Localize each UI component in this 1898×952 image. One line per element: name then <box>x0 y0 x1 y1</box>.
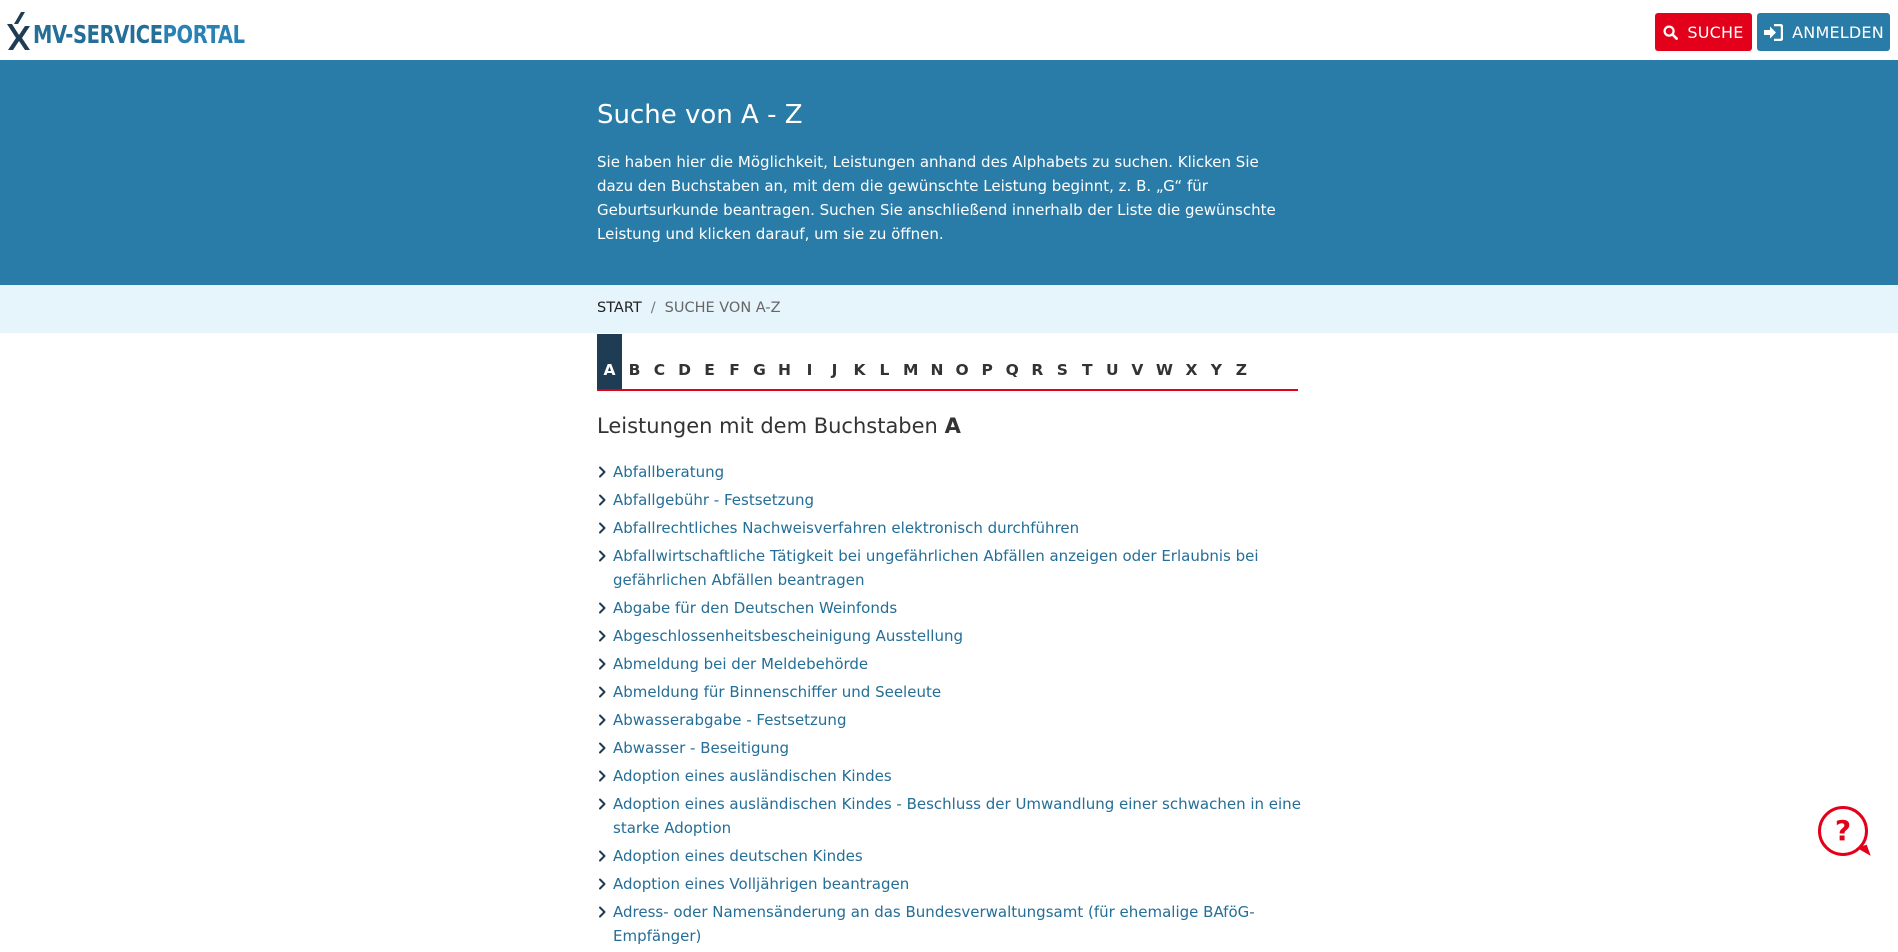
chevron-right-icon <box>597 652 609 676</box>
alphabet-letter-s[interactable]: S <box>1056 361 1068 379</box>
chevron-right-icon <box>597 900 609 924</box>
alphabet-letter-v[interactable]: V <box>1131 361 1144 379</box>
alphabet-letter-f[interactable]: F <box>729 361 740 379</box>
list-heading-prefix: Leistungen mit dem Buchstaben <box>597 414 938 438</box>
service-link[interactable] <box>597 708 1309 732</box>
alphabet-letter-t[interactable]: T <box>1082 361 1093 379</box>
chevron-right-icon <box>597 764 609 788</box>
chevron-right-icon <box>597 680 609 704</box>
service-link-label: Abmeldung bei der Meldebehörde <box>613 655 869 673</box>
service-link-label: Abfallgebühr - Festsetzung <box>613 491 815 509</box>
alphabet-letter-e[interactable]: E <box>704 361 715 379</box>
chevron-right-icon <box>597 736 609 760</box>
login-button[interactable] <box>1757 13 1890 51</box>
logo-mark-icon <box>5 10 31 52</box>
service-link[interactable] <box>597 516 1309 540</box>
help-chat-button[interactable] <box>1818 806 1868 856</box>
service-link[interactable] <box>597 680 1309 704</box>
service-link-label: Abfallwirtschaftliche Tätigkeit bei ungefährlichen Abfällen anzeigen oder Erlaubnis bei gefährlichen Abfällen beantragen <box>613 547 1259 589</box>
service-link-label: Abmeldung für Binnenschiffer und Seeleute <box>613 683 942 701</box>
hero-banner <box>0 60 1898 285</box>
alphabet-letter-list <box>597 334 1298 389</box>
breadcrumb-separator: / <box>650 300 656 316</box>
page-description: Sie haben hier die Möglichkeit, Leistungen anhand des Alphabets zu suchen. Klicken Sie dazu den Buchstaben an, mit dem die gewünschte Leistung beginnt, z. B. „G“ für Geburtsurkunde beantragen. Suchen Sie anschließend innerhalb der Liste die gewünschte Leistung und klicken darauf, um sie zu öffnen. <box>597 153 1276 243</box>
service-link-label: Abfallrechtliches Nachweisverfahren elektronisch durchführen <box>613 519 1080 537</box>
site-logo[interactable] <box>5 10 304 52</box>
service-link-label: Abwasser - Beseitigung <box>613 739 790 757</box>
chevron-right-icon <box>597 460 609 484</box>
sign-in-icon <box>1763 24 1783 41</box>
alphabet-letter-l[interactable]: L <box>879 361 890 379</box>
service-link[interactable] <box>597 900 1309 948</box>
alphabet-letter-a[interactable]: A <box>597 334 622 389</box>
service-link[interactable] <box>597 460 1309 484</box>
service-list <box>597 460 1309 952</box>
alphabet-letter-j[interactable]: J <box>831 361 838 379</box>
help-bubble-tail <box>1857 845 1871 860</box>
service-link[interactable] <box>597 544 1309 592</box>
top-header <box>0 0 1898 60</box>
alphabet-letter-y[interactable]: Y <box>1210 361 1223 379</box>
login-button-label: ANMELDEN <box>1792 22 1884 42</box>
chevron-right-icon <box>597 596 609 620</box>
service-link[interactable] <box>597 736 1309 760</box>
search-button[interactable] <box>1655 13 1752 51</box>
service-link[interactable] <box>597 624 1309 648</box>
service-link[interactable] <box>597 764 1309 788</box>
search-icon <box>1663 25 1678 40</box>
service-link-label: Adoption eines ausländischen Kindes <box>613 767 892 785</box>
alphabet-letter-q[interactable]: Q <box>1005 361 1019 379</box>
service-link[interactable] <box>597 844 1309 868</box>
chevron-right-icon <box>597 708 609 732</box>
alphabet-letter-g[interactable]: G <box>753 361 766 379</box>
breadcrumb <box>0 285 1898 333</box>
alphabet-letter-p[interactable]: P <box>981 361 993 379</box>
service-link[interactable] <box>597 596 1309 620</box>
service-link-label: Abfallberatung <box>613 463 725 481</box>
chevron-right-icon <box>597 792 609 816</box>
alphabet-letter-c[interactable]: C <box>653 361 666 379</box>
service-link[interactable] <box>597 488 1309 512</box>
alphabet-nav <box>597 334 1298 391</box>
service-link[interactable] <box>597 872 1309 896</box>
chevron-right-icon <box>597 488 609 512</box>
chevron-right-icon <box>597 544 609 568</box>
logo-text-part2: PORTAL <box>162 20 245 49</box>
service-link-label: Adress- oder Namensänderung an das Bundesverwaltungsamt (für ehemalige BAföG-Empfänger) <box>613 903 1255 945</box>
alphabet-letter-u[interactable]: U <box>1106 361 1119 379</box>
alphabet-letter-k[interactable]: K <box>853 361 866 379</box>
service-link-label: Adoption eines ausländischen Kindes - Beschluss der Umwandlung einer schwachen in eine starke Adoption <box>613 795 1301 837</box>
help-icon: ? <box>1834 814 1852 847</box>
alphabet-letter-b[interactable]: B <box>628 361 641 379</box>
breadcrumb-current: SUCHE VON A-Z <box>664 300 781 316</box>
service-link-label: Abwasserabgabe - Festsetzung <box>613 711 847 729</box>
list-heading-letter: A <box>944 414 961 438</box>
alphabet-letter-z[interactable]: Z <box>1235 361 1248 379</box>
service-link-label: Adoption eines deutschen Kindes <box>613 847 863 865</box>
service-link[interactable] <box>597 652 1309 676</box>
search-button-label: SUCHE <box>1687 22 1744 42</box>
alphabet-letter-r[interactable]: R <box>1031 361 1044 379</box>
alphabet-letter-n[interactable]: N <box>930 361 944 379</box>
alphabet-letter-m[interactable]: M <box>903 361 919 379</box>
logo-text <box>33 20 245 52</box>
chevron-right-icon <box>597 624 609 648</box>
service-link-label: Abgabe für den Deutschen Weinfonds <box>613 599 898 617</box>
alphabet-letter-h[interactable]: H <box>778 361 791 379</box>
chevron-right-icon <box>597 872 609 896</box>
service-link-label: Adoption eines Volljährigen beantragen <box>613 875 910 893</box>
chevron-right-icon <box>597 516 609 540</box>
logo-text-part1: MV-SERVICE <box>33 20 163 49</box>
alphabet-letter-w[interactable]: W <box>1155 361 1173 379</box>
breadcrumb-home-link[interactable]: START <box>597 300 642 316</box>
alphabet-letter-x[interactable]: X <box>1185 361 1198 379</box>
alphabet-letter-o[interactable]: O <box>955 361 969 379</box>
alphabet-letter-d[interactable]: D <box>678 361 691 379</box>
chevron-right-icon <box>597 844 609 868</box>
page-title: Suche von A - Z <box>597 100 803 130</box>
service-link[interactable] <box>597 792 1309 840</box>
alphabet-letter-i[interactable]: I <box>806 361 813 379</box>
service-link-label: Abgeschlossenheitsbescheinigung Ausstellung <box>613 627 964 645</box>
list-heading <box>597 414 961 438</box>
